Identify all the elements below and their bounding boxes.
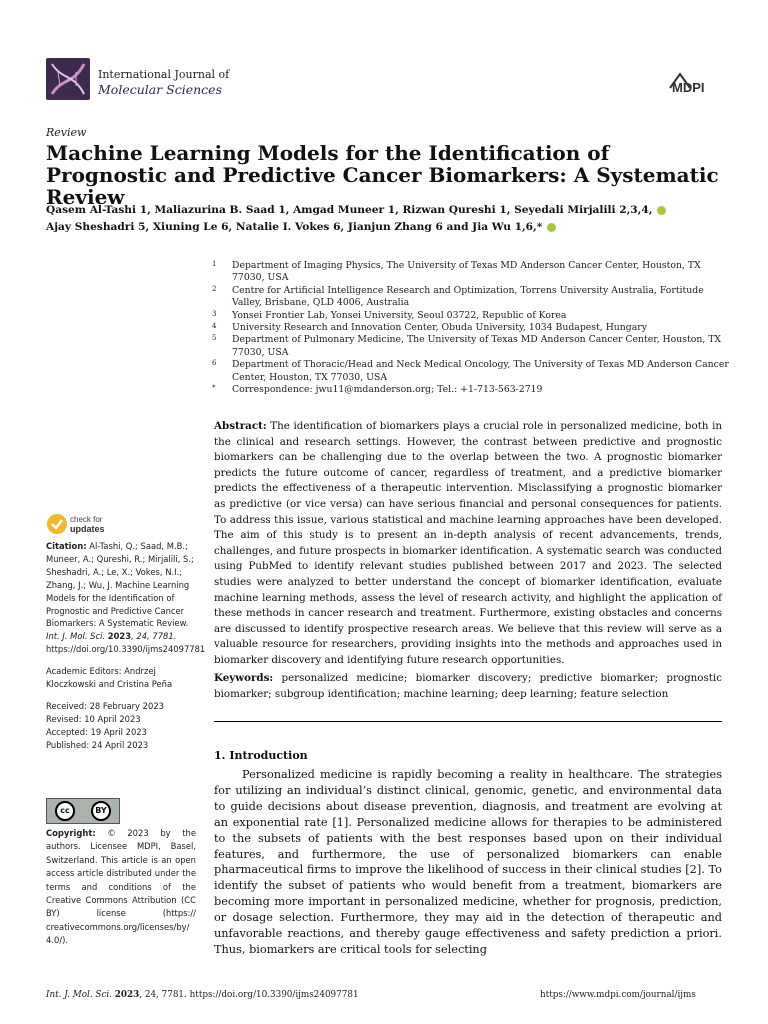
article-info-sidebar xyxy=(46,540,206,752)
paper-title: Machine Learning Models for the Identification of Prognostic and Predictive Cancer Biomarkers: A Systematic Review xyxy=(46,141,719,209)
citation: Citation: Al-Tashi, Q.; Saad, M.B.; Muneer, A.; Qureshi, R.; Mirjalili, S.; Sheshadri, A.; Le, X.; Vokes, N.I.; Zhang, J.; Wu, J. Machine Learning Models for the Identification of Prognostic and Predictive Cancer Biomarkers: A Systematic Review. Int. J. Mol. Sci. 2023, 24, 7781. https://doi.org/10.3390/ijms24097781 xyxy=(46,541,206,655)
svg-text:check for: check for xyxy=(70,515,103,524)
cc-by-license-badge[interactable] xyxy=(46,798,120,824)
by-icon: BY xyxy=(91,801,111,821)
mdpi-logo-text: MDPI xyxy=(672,80,705,95)
dna-icon xyxy=(46,58,90,100)
mdpi-logo[interactable] xyxy=(666,70,722,100)
affiliation-list xyxy=(212,260,732,396)
check-updates-icon xyxy=(47,514,67,534)
journal-url-link[interactable]: https://www.mdpi.com/journal/ijms xyxy=(540,990,696,1000)
section-divider xyxy=(214,721,722,722)
abstract-label: Abstract: xyxy=(214,420,267,432)
authors-line-1 xyxy=(46,202,726,219)
journal-name-line1: International Journal of xyxy=(98,68,230,81)
authors-line-1-text: Qasem Al-Tashi 1, Maliazurina B. Saad 1, Amgad Muneer 1, Rizwan Qureshi 1, Seyedali Mirjalili 2,3,4, xyxy=(46,204,653,216)
published-date: Published: 24 April 2023 xyxy=(46,739,149,750)
orcid-icon[interactable] xyxy=(547,223,556,232)
affiliation-item: 6 Department of Thoracic/Head and Neck Medical Oncology, The University of Texas MD Anderson Cancer Center, Houston, TX 77030, USA xyxy=(212,359,729,383)
dates xyxy=(46,700,196,752)
affiliation-item: 5 Department of Pulmonary Medicine, The University of Texas MD Anderson Cancer Center, Houston, TX 77030, USA xyxy=(212,334,722,358)
keywords xyxy=(214,671,722,702)
cc-icon: cc xyxy=(55,801,75,821)
svg-text:updates: updates xyxy=(70,524,105,534)
affiliation-item: 4 University Research and Innovation Center, Obuda University, 1034 Budapest, Hungary xyxy=(212,322,647,334)
academic-editors: Academic Editors: Andrzej Kloczkowski and Cristina Peña xyxy=(46,666,173,690)
citation-doi-link[interactable]: https://doi.org/10.3390/ijms24097781 xyxy=(46,644,206,655)
article-type: Review xyxy=(46,126,87,139)
accepted-date: Accepted: 19 April 2023 xyxy=(46,726,147,737)
affiliation-item: 2 Centre for Artificial Intelligence Research and Optimization, Torrens University Australia, Fortitude Valley, Brisbane, QLD 4006, Australia xyxy=(212,284,704,309)
authors-line-2 xyxy=(46,219,726,236)
correspondence[interactable]: * Correspondence: jwu11@mdanderson.org; Tel.: +1-713-563-2719 xyxy=(212,384,543,396)
abstract-text: The identification of biomarkers plays a crucial role in personalized medicine, both in the clinical and research settings. However, the contrast between predictive and prognostic biomarkers can be challenging due to the overlap between the two. A prognostic biomarker predicts the future outcome of cancer, regardless of treatment, and a predictive biomarker predicts the effectiveness of a therapeutic intervention. Misclassifying a prognostic biomarker as predictive (or vice versa) can have serious financial and personal consequences for patients. To address this issue, various statistical and machine learning approaches have been developed. The aim of this study is to present an in-depth analysis of recent advancements, trends, challenges, and future prospects in biomarker identification. A systematic search was conducted using PubMed to identify relevant studies published between 2017 and 2023. The selected studies were analyzed to better understand the concept of biomarker identification, evaluate machine learning methods, assess the level of research activity, and highlight the application of these methods in cancer research and treatment. Furthermore, existing obstacles and concerns are discussed to identify prospective research areas. We believe that this review will serve as a valuable resource for researchers, providing insights into the methods and approaches used in biomarker discovery and identifying future research opportunities. xyxy=(214,420,722,666)
footer-citation: Int. J. Mol. Sci. 2023, 24, 7781. https://doi.org/10.3390/ijms24097781 xyxy=(46,990,359,1000)
check-for-updates-badge[interactable] xyxy=(46,512,116,540)
introduction-paragraph: Personalized medicine is rapidly becoming a reality in healthcare. The strategies for utilizing an individual’s distinct clinical, genomic, genetic, and environmental data to guide decisions about disease prevention, diagnosis, and treatment are evolving at an exponential rate [1]. Personalized medicine allows for therapies to be administered to the subsets of patients with the best responses based upon on their individual features, and furthermore, the use of personalized biomarkers can enable pharmaceutical firms to improve the likelihood of success in their clinical studies [2]. To identify the subset of patients who would benefit from a treatment, biomarkers are becoming more important in personalized medicine, whether for prognosis, prediction, or dosage selection. Furthermore, they may aid in the detection of therapeutic and unfavorable reactions, and thereby gauge effectiveness and safety prediction a priori. Thus, biomarkers are critical tools for selecting xyxy=(214,768,722,956)
revised-date: Revised: 10 April 2023 xyxy=(46,713,141,724)
abstract xyxy=(214,419,722,669)
authors-line-2-text: Ajay Sheshadri 5, Xiuning Le 6, Natalie I. Vokes 6, Jianjun Zhang 6 and Jia Wu 1,6,* xyxy=(46,221,543,233)
keywords-text: personalized medicine; biomarker discovery; predictive biomarker; prognostic biomarker; subgroup identification; machine learning; deep learning; feature selection xyxy=(214,672,722,700)
author-list xyxy=(46,202,726,236)
journal-logo xyxy=(46,58,90,100)
received-date: Received: 28 February 2023 xyxy=(46,700,164,711)
copyright-notice: Copyright: © 2023 by the authors. Licensee MDPI, Basel, Switzerland. This article is an open access article distributed under the terms and conditions of the Creative Commons Attribution (CC BY) license (https:// creativecommons.org/licenses/by/ 4.0/). xyxy=(46,828,196,946)
section-heading-introduction: 1. Introduction xyxy=(214,749,308,762)
affiliation-item: 3 Yonsei Frontier Lab, Yonsei University, Seoul 03722, Republic of Korea xyxy=(212,309,567,321)
journal-name-line2: Molecular Sciences xyxy=(98,82,222,97)
keywords-label: Keywords: xyxy=(214,672,274,684)
affiliation-item: 1 Department of Imaging Physics, The University of Texas MD Anderson Cancer Center, Houston, TX 77030, USA xyxy=(212,260,701,284)
orcid-icon[interactable] xyxy=(657,206,666,215)
